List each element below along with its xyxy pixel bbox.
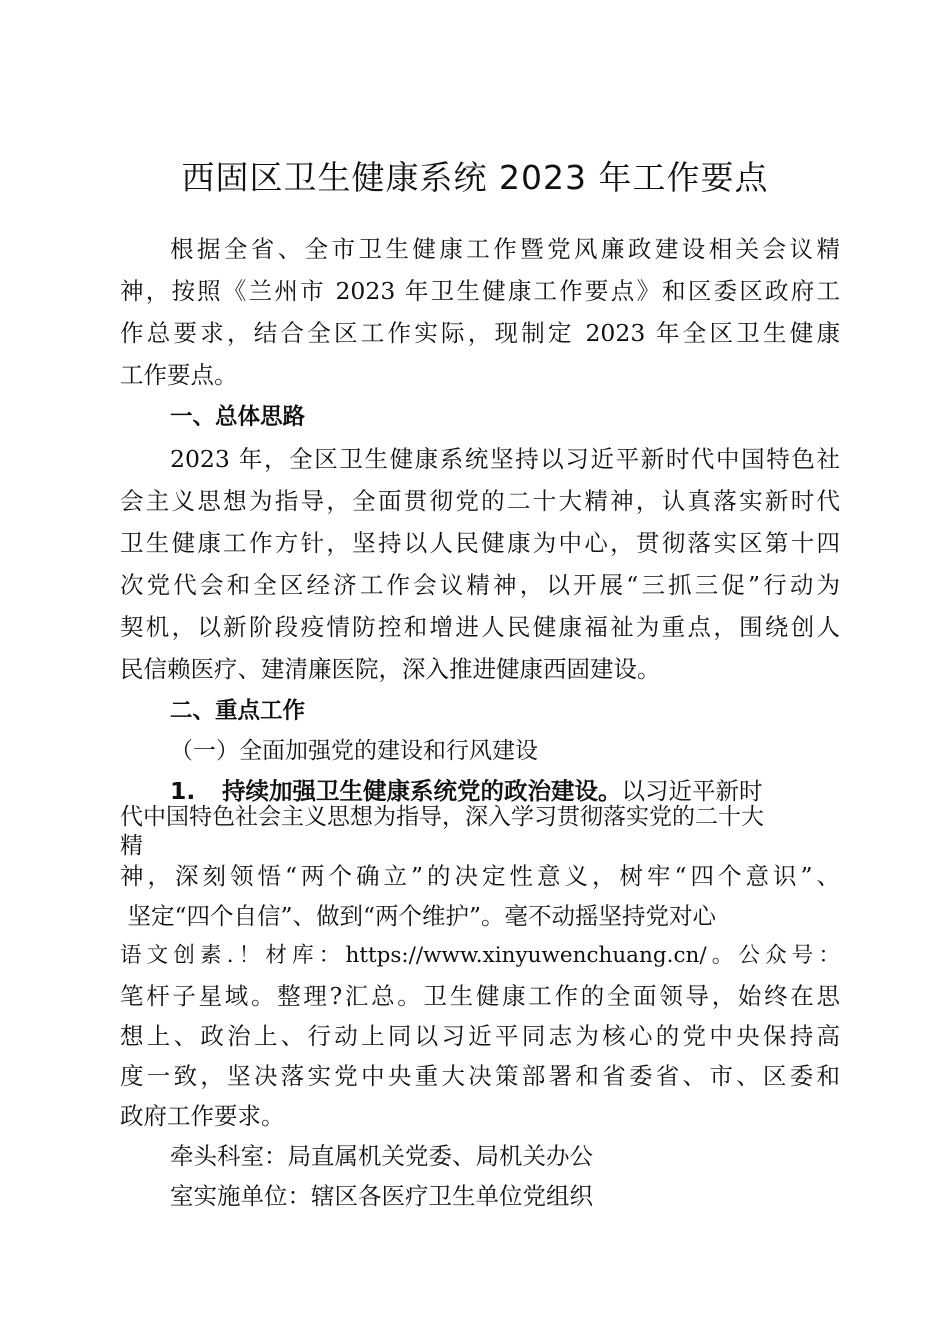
intro-line: 作总要求，结合全区工作实际，现制定 2023 年全区卫生健康: [120, 319, 840, 347]
section1-line: 会主义思想为指导，全面贯彻党的二十大精神，认真落实新时代: [120, 487, 840, 515]
intro-line: 根据全省、全市卫生健康工作暨党风廉政建设相关会议精: [170, 235, 840, 263]
item1-line: 神，深刻领悟“两个确立”的决定性意义，树牢“四个意识”、: [120, 862, 840, 890]
section1-line: 契机，以新阶段疫情防控和增进人民健康福祉为重点，围绕创人: [120, 613, 840, 641]
section1-line: 民信赖医疗、建清廉医院，深入推进健康西固建设。: [120, 655, 661, 683]
document-title: 西固区卫生健康系统 2023 年工作要点: [181, 158, 769, 197]
section1-line: 2023 年，全区卫生健康系统坚持以习近平新时代中国特色社: [170, 445, 840, 473]
item1-line: 精: [120, 833, 143, 859]
intro-line: 神，按照《兰州市 2023 年卫生健康工作要点》和区委区政府工: [120, 277, 840, 305]
section1-line: 卫生健康工作方针，坚持以人民健康为中心，贯彻落实区第十四: [120, 529, 840, 557]
section-heading-key-work: 二、重点工作: [170, 698, 306, 724]
section1-line: 次党代会和全区经济工作会议精神，以开展“三抓三促”行动为: [120, 571, 840, 599]
item-number: 1.: [170, 777, 196, 805]
item1-line: 政府工作要求。: [120, 1102, 285, 1130]
implementing-unit-line: 室实施单位：辖区各医疗卫生单位党组织: [170, 1182, 593, 1210]
item1-line: 度一致，坚决落实党中央重大决策部署和省委省、市、区委和: [120, 1062, 840, 1090]
item1-line: 代中国特色社会主义思想为指导，深入学习贯彻落实党的二十大: [120, 804, 764, 830]
lead-department-line: 牵头科室：局直属机关党委、局机关办公: [170, 1142, 593, 1170]
intro-line: 工作要点。: [120, 361, 238, 389]
item-bold-title: 持续加强卫生健康系统党的政治建设。: [222, 777, 622, 805]
subsection-heading: （一）全面加强党的建设和行风建设: [170, 738, 538, 764]
section-heading-overall: 一、总体思路: [170, 404, 306, 430]
item1-line: 想上、政治上、行动上同以习近平同志为核心的党中央保持高: [120, 1022, 840, 1050]
item1-line: 笔杆子星域。整理?汇总。卫生健康工作的全面领导，始终在思: [120, 982, 840, 1010]
item-lead-text: 以习近平新时: [621, 777, 763, 805]
item1-line: 语文创素.！材库：https://www.xinyuwenchuang.cn/。公众号：: [120, 943, 840, 968]
item1-line: 坚定“四个自信”、做到“两个维护”。毫不动摇坚持党对心: [120, 902, 717, 930]
